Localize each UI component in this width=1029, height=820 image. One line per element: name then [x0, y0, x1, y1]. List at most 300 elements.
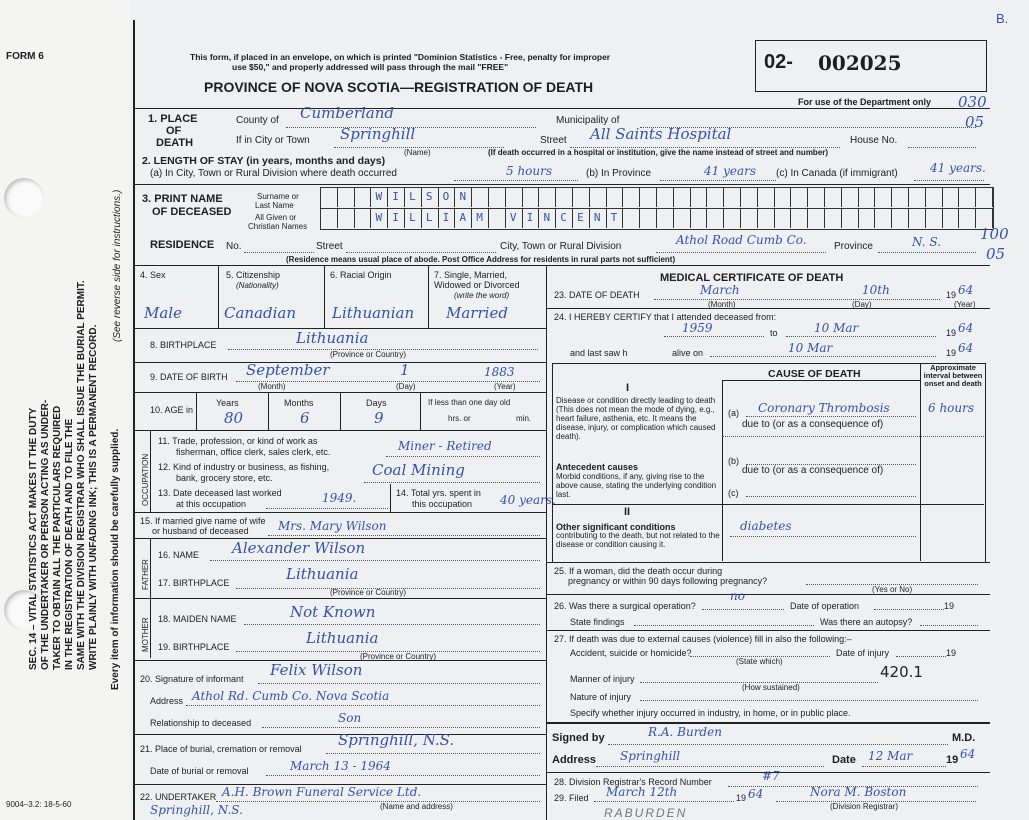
surname-letter-cell — [908, 187, 926, 207]
given-letter-cell — [891, 208, 909, 228]
burial-date-line — [266, 775, 540, 776]
age-months-label: Months — [284, 398, 314, 408]
last-saw-year: 64 — [958, 341, 974, 355]
divider-q26 — [546, 594, 990, 595]
given-letter-cell — [723, 208, 741, 228]
signed-label: Signed by — [552, 732, 605, 744]
cause-c-label: (c) — [728, 488, 739, 498]
cause-row-2 — [722, 436, 984, 437]
antecedent-label: Antecedent causes — [556, 462, 639, 472]
op-date-line — [874, 609, 944, 610]
dept-code-1: 030 — [958, 93, 987, 111]
spouse-label-1: 15. If married give name of wife — [140, 516, 266, 526]
residence-note: (Residence means usual place of abode. Post Office Address for residents in rural parts not sufficient) — [286, 255, 676, 264]
surname-letter-cell — [572, 187, 590, 207]
certify-to-year-prefix: 19 — [946, 328, 957, 338]
given-letter-cell — [656, 208, 674, 228]
sig-address-label: Address — [552, 754, 597, 766]
spouse-line — [268, 535, 540, 536]
surname-letter-cell — [925, 187, 943, 207]
surname-cells — [320, 187, 992, 207]
sex-label: 4. Sex — [140, 270, 166, 280]
given-letter-cell — [824, 208, 842, 228]
divider-signature — [546, 722, 990, 724]
stay-b-value: 41 years — [704, 164, 757, 178]
surname-letter-cell — [690, 187, 708, 207]
q26-line — [702, 609, 784, 610]
informant-sig-line — [258, 683, 540, 684]
certify-to: 10 Mar — [814, 321, 859, 335]
marital-label-3: (write the word) — [454, 291, 510, 300]
q25-label-2: pregnancy or within 90 days following pregnancy? — [568, 576, 768, 586]
classification-code: 420.1 — [880, 663, 923, 681]
dob-year-hint: (Year) — [494, 382, 516, 391]
surname-letter-cell: N — [454, 187, 472, 207]
surname-letter-cell — [958, 187, 976, 207]
informant-address-value: Athol Rd. Cumb Co. Nova Scotia — [192, 689, 390, 703]
last-saw-value: 10 Mar — [788, 341, 833, 355]
surname-letter-cell — [538, 187, 556, 207]
surname-letter-cell — [790, 187, 808, 207]
last-saw-label: and last saw h — [570, 348, 628, 358]
manner-label: Manner of injury — [570, 674, 635, 684]
surname-letter-cell — [522, 187, 540, 207]
surname-letter-cell: I — [387, 187, 405, 207]
divider-dob — [134, 362, 546, 363]
stay-b-line — [660, 180, 776, 181]
given-letter-cell — [757, 208, 775, 228]
surname-letter-cell — [858, 187, 876, 207]
divider-certify — [546, 308, 990, 309]
total-label-1: 14. Total yrs. spent in — [396, 488, 481, 498]
given-letter-cell — [908, 208, 926, 228]
surname-letter-cell — [320, 187, 338, 207]
industry-label-2: bank, grocery store, etc. — [176, 473, 273, 483]
surname-letter-cell — [807, 187, 825, 207]
certify-from: 1959 — [682, 321, 713, 335]
cause-b-label: (b) — [728, 456, 739, 466]
given-letter-cell — [354, 208, 372, 228]
marital-label-1: 7. Single, Married, — [434, 270, 508, 280]
given-letter-cell: W — [370, 208, 388, 228]
given-letter-cell: I — [522, 208, 540, 228]
findings-label: State findings — [570, 617, 625, 627]
given-letter-cell — [841, 208, 859, 228]
name-label-2: OF DECEASED — [152, 206, 232, 218]
given-letter-cell — [942, 208, 960, 228]
surname-letter-cell — [757, 187, 775, 207]
residence-no-line — [244, 252, 314, 253]
surname-letter-cell — [740, 187, 758, 207]
residence-city-line — [656, 252, 826, 253]
given-letter-cell: V — [505, 208, 523, 228]
racial-label: 6. Racial Origin — [330, 270, 392, 280]
surname-letter-cell — [891, 187, 909, 207]
min-label: min. — [516, 414, 532, 423]
given-letter-cell — [673, 208, 691, 228]
mother-bp-label: 19. BIRTHPLACE — [158, 642, 230, 652]
residence-no-label: No. — [226, 241, 242, 252]
last-worked-value: 1949. — [322, 491, 357, 505]
surname-letter-cell — [942, 187, 960, 207]
sig-address-value: Springhill — [620, 749, 681, 763]
mother-bp-hint: (Province or Country) — [360, 652, 437, 661]
cause-col-split — [722, 380, 723, 561]
sig-year-prefix: 19 — [946, 754, 959, 766]
street-label: Street — [540, 135, 567, 146]
place-label-1: 1. PLACE — [148, 113, 198, 125]
residence-street-label: Street — [316, 241, 343, 252]
accident-label: Accident, suicide or homicide? — [570, 648, 692, 658]
surname-letter-cell — [706, 187, 724, 207]
informant-address-line — [186, 705, 540, 706]
surname-letter-cell: W — [370, 187, 388, 207]
q28-value: #7 — [762, 769, 780, 783]
city-value: Springhill — [340, 125, 416, 143]
residence-code-2: 05 — [986, 245, 1006, 263]
nature-line — [640, 700, 978, 701]
age-years-value: 80 — [224, 409, 244, 427]
total-label-2: this occupation — [412, 499, 473, 509]
other-label: Other significant conditions — [556, 522, 676, 532]
given-letter-cell — [790, 208, 808, 228]
burial-place-line — [326, 753, 540, 754]
signed-value: R.A. Burden — [648, 725, 722, 739]
surname-letter-cell: L — [404, 187, 422, 207]
other-desc: contributing to the death, but not related to the disease or condition causing it. — [556, 531, 720, 549]
residence-code-1: 100 — [980, 225, 1009, 243]
surname-label-2: Last Name — [255, 201, 294, 210]
divider-mother — [134, 598, 546, 599]
given-letter-cell — [690, 208, 708, 228]
given-letter-cell: E — [572, 208, 590, 228]
dob-day-hint: (Day) — [396, 382, 416, 391]
signed-line — [608, 744, 948, 745]
q29-label: 29. Filed — [554, 793, 589, 803]
age-col-4 — [420, 392, 421, 430]
bottom-stamp: RABURDEN — [604, 806, 688, 820]
stay-a-label: (a) In City, Town or Rural Division where death occurred — [150, 168, 397, 179]
lt-day-label: If less than one day old — [428, 398, 511, 407]
mother-section-label: MOTHER — [141, 617, 150, 652]
dod-month-hint: (Month) — [708, 300, 736, 309]
surname-letter-cell — [656, 187, 674, 207]
medical-title: MEDICAL CERTIFICATE OF DEATH — [660, 272, 844, 284]
relationship-value: Son — [338, 711, 362, 725]
father-bp-label: 17. BIRTHPLACE — [158, 578, 230, 588]
residence-province-line — [878, 252, 976, 253]
age-col-3 — [340, 392, 341, 430]
surname-letter-cell — [606, 187, 624, 207]
last-worked-label-2: at this occupation — [176, 499, 247, 509]
postal-note-1: This form, if placed in an envelope, on which is printed "Dominion Statistics - Free, penalty for improper — [190, 52, 611, 62]
surname-letter-cell — [354, 187, 372, 207]
q29-line — [594, 801, 734, 802]
given-letter-cell: A — [454, 208, 472, 228]
dept-code-2: 05 — [965, 113, 985, 131]
side-instruction-2: OF THE UNDERTAKER OR PERSON ACTING AS UNDER- — [40, 399, 51, 670]
given-letter-cell — [858, 208, 876, 228]
surname-letter-cell — [471, 187, 489, 207]
binding-strip — [0, 0, 130, 820]
stay-b-label: (b) In Province — [586, 168, 652, 179]
side-instruction-8: Every item of information should be carefully supplied. — [110, 428, 121, 690]
cause-roman-2: II — [624, 506, 631, 518]
surname-letter-cell — [874, 187, 892, 207]
md-label: M.D. — [952, 732, 976, 744]
burial-date-value: March 13 - 1964 — [290, 759, 391, 773]
surname-letter-cell — [555, 187, 573, 207]
personal-col-1 — [218, 265, 219, 328]
injury-date-label: Date of injury — [836, 648, 890, 658]
injury-year-prefix: 19 — [946, 648, 957, 658]
trade-line — [386, 456, 540, 457]
side-instruction-3: TAKER TO OBTAIN ALL THE PARTICULARS REQUIRED — [52, 405, 63, 670]
surname-letter-cell — [841, 187, 859, 207]
q29-value: March 12th — [606, 785, 678, 799]
industry-line — [364, 482, 540, 483]
surname-letter-cell — [673, 187, 691, 207]
cause-a-due-to: due to (or as a consequence of) — [742, 419, 884, 430]
marital-value: Married — [446, 304, 508, 322]
birthplace-label: 8. BIRTHPLACE — [150, 340, 217, 350]
registration-number-box — [755, 40, 987, 92]
burial-place-label: 21. Place of burial, cremation or removal — [140, 744, 302, 754]
industry-value: Coal Mining — [372, 461, 465, 479]
maiden-label: 18. MAIDEN NAME — [158, 614, 237, 624]
undertaker-hint: (Name and address) — [380, 802, 453, 811]
cause-head-line — [722, 380, 920, 381]
interval-label: Approximate interval between onset and death — [923, 363, 983, 388]
registrar-value: Nora M. Boston — [810, 785, 907, 799]
maiden-line — [244, 624, 540, 625]
given-letter-cell: L — [404, 208, 422, 228]
registrar-hint: (Division Registrar) — [830, 802, 899, 811]
given-letter-cell — [320, 208, 338, 228]
divider-q27 — [546, 630, 990, 631]
cause-interval-split — [920, 363, 921, 561]
cause-a-interval: 6 hours — [928, 401, 975, 415]
last-worked-line — [266, 508, 388, 509]
relationship-line — [262, 727, 540, 728]
municipality-label: Municipality of — [556, 115, 620, 126]
sig-address-line — [596, 766, 824, 767]
father-name-line — [210, 560, 540, 561]
cause-roman-1: I — [626, 382, 630, 394]
given-letter-cell — [925, 208, 943, 228]
citizenship-hint: (Nationality) — [236, 281, 279, 290]
given-letter-cell — [958, 208, 976, 228]
residence-city-value: Athol Road Cumb Co. — [676, 233, 807, 247]
undertaker-label: 22. UNDERTAKER — [140, 792, 217, 802]
surname-letter-cell — [488, 187, 506, 207]
informant-address-label: Address — [150, 696, 184, 706]
surname-letter-cell — [337, 187, 355, 207]
q26-label: 26. Was there a surgical operation? — [554, 601, 696, 611]
antecedent-desc: Morbid conditions, if any, giving rise to the above cause, stating the underlying condition last. — [556, 472, 717, 499]
op-date-label: Date of operation — [790, 601, 860, 611]
surname-label-1: Surname or — [257, 192, 299, 201]
given-label-2: Christian Names — [248, 222, 308, 231]
place-label-2: OF — [166, 125, 182, 137]
dod-month: March — [700, 283, 740, 297]
age-label: 10. AGE in — [150, 405, 194, 415]
age-col-2 — [268, 392, 269, 430]
age-years-label: Years — [216, 398, 239, 408]
side-instruction-1: SEC. 14 – VITAL STATISTICS ACT MAKES IT THE DUTY — [28, 407, 39, 670]
trade-label-1: 11. Trade, profession, or kind of work as — [158, 436, 318, 446]
given-label-1: All Given or — [255, 213, 297, 222]
surname-letter-cell — [589, 187, 607, 207]
house-label: House No. — [850, 135, 898, 146]
age-col-1 — [196, 392, 197, 430]
birthplace-value: Lithuania — [296, 329, 369, 347]
residence-label: RESIDENCE — [150, 239, 215, 251]
dob-year: 1883 — [484, 365, 515, 379]
age-days-label: Days — [366, 398, 387, 408]
divider-top — [134, 108, 990, 109]
dod-day-hint: (Day) — [852, 300, 872, 309]
given-letter-cell: N — [538, 208, 556, 228]
other-line — [730, 536, 916, 537]
findings-line — [634, 625, 814, 626]
surname-letter-cell — [622, 187, 640, 207]
personal-col-2 — [324, 265, 325, 328]
given-letter-cell — [639, 208, 657, 228]
given-letter-cell — [740, 208, 758, 228]
informant-sig-label: 20. Signature of informant — [140, 674, 244, 684]
undertaker-address: Springhill, N.S. — [150, 803, 243, 817]
residence-city-label: City, Town or Rural Division — [500, 241, 622, 252]
specify-label: Specify whether injury occurred in industry, in home, or in public place. — [570, 708, 851, 718]
spouse-value: Mrs. Mary Wilson — [278, 519, 387, 533]
given-letter-cell — [774, 208, 792, 228]
dod-year: 64 — [958, 283, 974, 297]
surname-letter-cell — [505, 187, 523, 207]
undertaker-line — [216, 801, 540, 802]
registration-number: 002025 — [818, 51, 902, 75]
dod-year-hint: (Year) — [954, 300, 976, 309]
q29-year-prefix: 19 — [736, 793, 747, 803]
corner-mark: B. — [996, 11, 1009, 26]
cause-c-line — [746, 496, 916, 497]
informant-sig-value: Felix Wilson — [270, 661, 363, 679]
relationship-label: Relationship to deceased — [150, 718, 252, 728]
q27-label: 27. If death was due to external causes (violence) fill in also the following:– — [554, 634, 852, 644]
certify-to-line — [786, 336, 936, 337]
citizenship-label: 5. Citizenship — [226, 270, 281, 280]
cause-b-due-to: due to (or as a consequence of) — [742, 465, 884, 476]
dob-month: September — [246, 361, 330, 379]
form-title: PROVINCE OF NOVA SCOTIA—REGISTRATION OF DEATH — [204, 79, 594, 95]
given-letter-cell — [706, 208, 724, 228]
undertaker-value: A.H. Brown Funeral Service Ltd. — [222, 785, 422, 799]
surname-letter-cell — [824, 187, 842, 207]
form-code: 9004–3.2: 18-5-60 — [6, 800, 72, 809]
cause-a-value: Coronary Thrombosis — [758, 401, 890, 415]
divider-name-top — [134, 184, 990, 185]
cause-a-line — [746, 416, 916, 417]
last-saw-line — [710, 356, 936, 357]
residence-street-line — [346, 252, 496, 253]
total-value: 40 years. — [500, 493, 556, 507]
stay-a-value: 5 hours — [506, 164, 553, 178]
autopsy-line — [920, 625, 978, 626]
q25-label: 25. If a woman, did the death occur during — [554, 566, 723, 576]
last-saw-year-prefix: 19 — [946, 348, 957, 358]
surname-letter-cell: S — [421, 187, 439, 207]
center-divider — [546, 265, 547, 820]
sig-year: 64 — [960, 747, 976, 761]
side-instruction-7: (See reverse side for instructions.) — [112, 189, 123, 342]
dept-note: For use of the Department only — [798, 97, 932, 107]
stay-c-line — [914, 180, 984, 181]
q26-value: no — [730, 589, 745, 603]
certify-label: 24. I HEREBY CERTIFY that I attended deceased from: — [554, 312, 777, 322]
name-label-1: 3. PRINT NAME — [142, 193, 223, 205]
stay-c-label: (c) In Canada (if immigrant) — [776, 168, 898, 179]
mother-bp-value: Lithuania — [306, 629, 379, 647]
cause-a-label: (a) — [728, 408, 739, 418]
given-cells — [320, 208, 992, 228]
injury-date-line — [896, 656, 946, 657]
county-label: County of — [236, 115, 279, 126]
trade-label-2: fisherman, office clerk, sales clerk, etc. — [176, 447, 331, 457]
citizenship-value: Canadian — [224, 304, 297, 322]
given-letter-cell — [874, 208, 892, 228]
county-value: Cumberland — [300, 104, 395, 122]
sex-value: Male — [144, 304, 182, 322]
registration-prefix: 02- — [764, 51, 793, 73]
divider-q25 — [546, 562, 990, 563]
given-letter-cell: C — [555, 208, 573, 228]
father-name-label: 16. NAME — [158, 550, 200, 560]
given-letter-cell — [622, 208, 640, 228]
birthplace-hint: (Province or Country) — [330, 350, 407, 359]
age-days-value: 9 — [374, 409, 384, 427]
occupation-split — [390, 484, 391, 512]
last-worked-label-1: 13. Date deceased last worked — [158, 488, 282, 498]
father-bp-value: Lithuania — [286, 565, 359, 583]
q25-yes-no: (Yes or No) — [872, 585, 913, 594]
occupation-section-label: OCCUPATION — [141, 453, 150, 506]
city-label: If in City or Town — [236, 135, 310, 146]
city-name-hint: (Name) — [404, 148, 431, 157]
divider-spouse — [134, 512, 546, 513]
sig-date-line — [862, 766, 946, 767]
burial-place-value: Springhill, N.S. — [338, 731, 455, 749]
punch-hole-top — [4, 178, 44, 218]
hospital-note: (If death occurred in a hospital or institution, give the name instead of street and number) — [488, 148, 829, 157]
postal-note-2: use $50," and properly addressed will pass through the mail "FREE" — [232, 62, 509, 72]
marital-label-2: Widowed or Divorced — [434, 280, 520, 290]
given-letter-cell: N — [589, 208, 607, 228]
given-letter-cell: T — [606, 208, 624, 228]
dod-line — [654, 299, 940, 300]
certify-to-label: to — [770, 328, 778, 338]
op-year-prefix: 19 — [944, 601, 955, 611]
dob-label: 9. DATE OF BIRTH — [150, 372, 228, 382]
given-letter-cell — [337, 208, 355, 228]
residence-province-label: Province — [834, 241, 873, 252]
alive-on-label: alive on — [672, 348, 704, 358]
trade-value: Miner - Retired — [398, 439, 492, 453]
nature-label: Nature of injury — [570, 692, 632, 702]
sig-date-label: Date — [832, 754, 856, 766]
certify-from-line — [664, 336, 764, 337]
given-letter-cell — [807, 208, 825, 228]
certify-to-year: 64 — [958, 321, 974, 335]
